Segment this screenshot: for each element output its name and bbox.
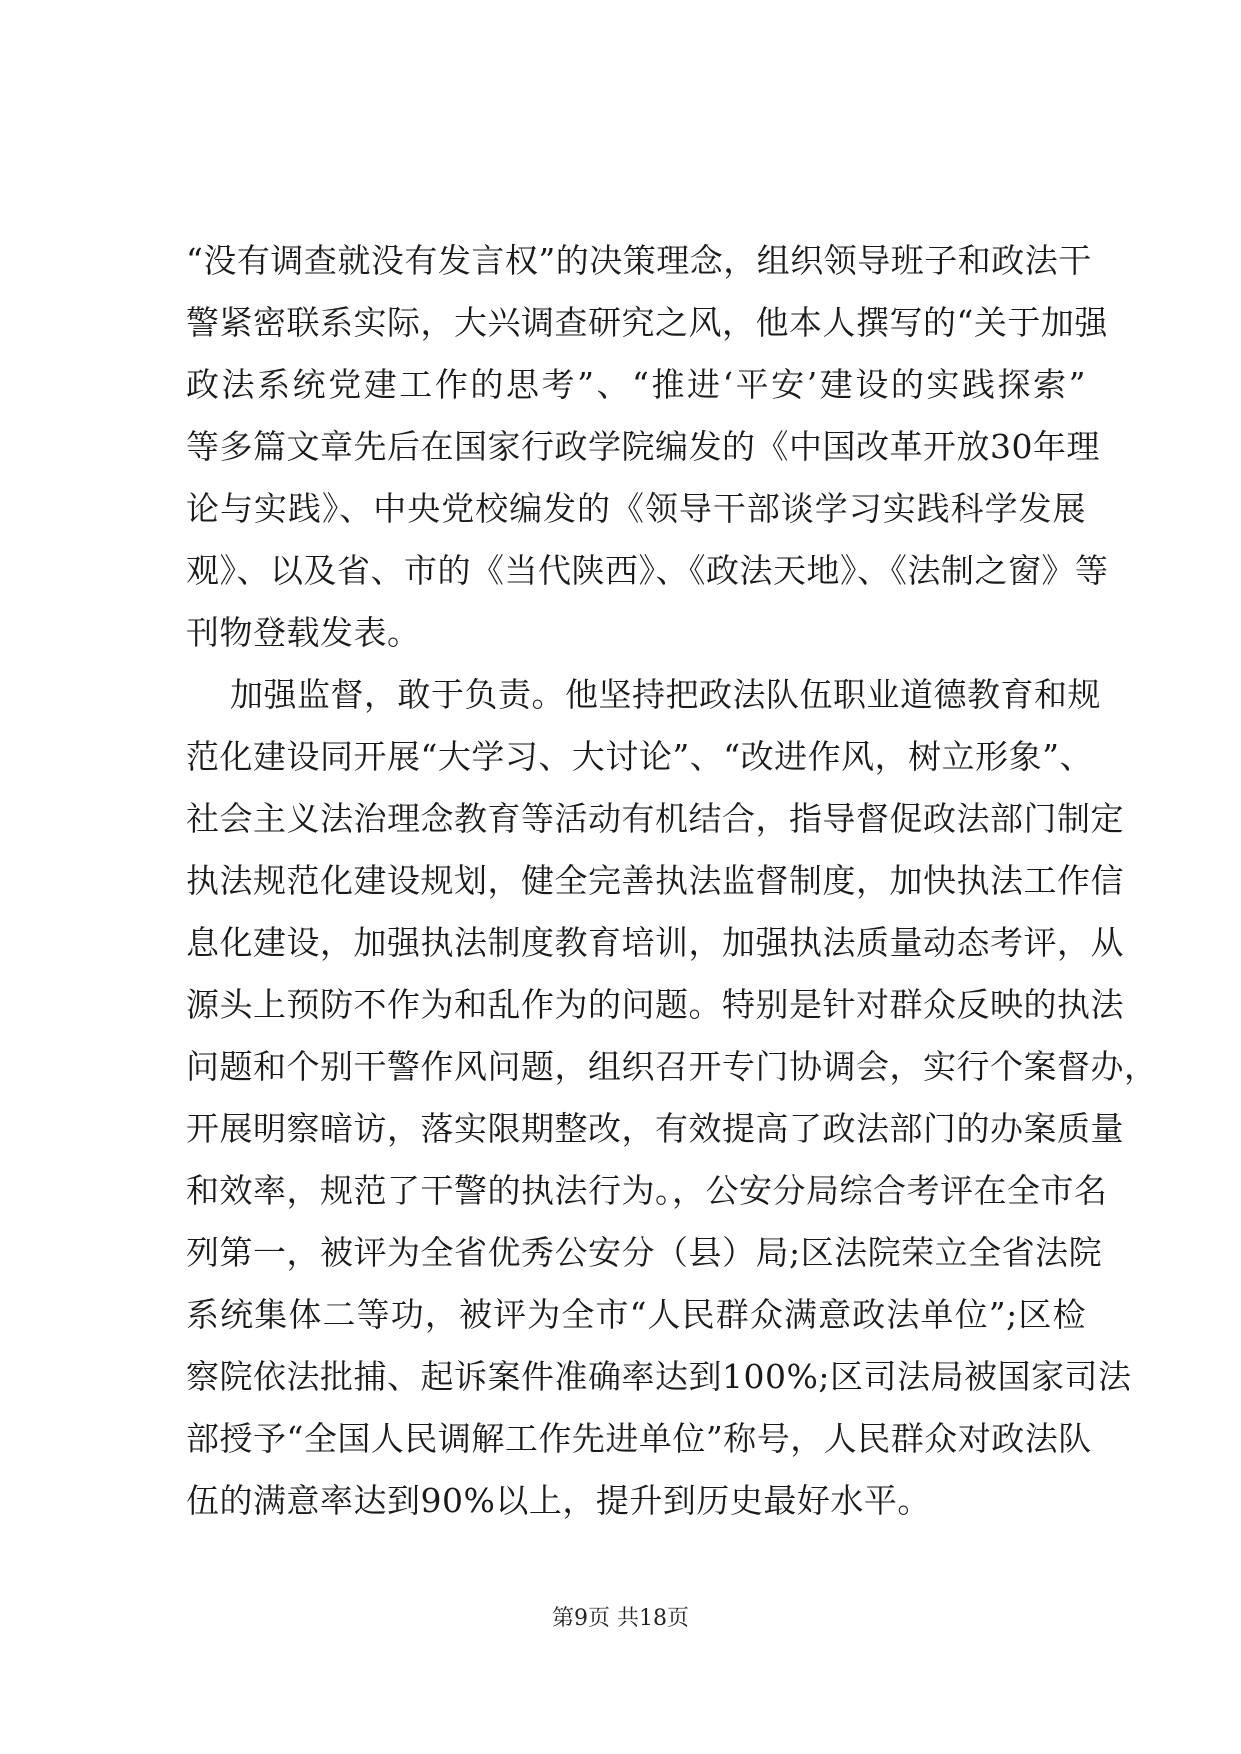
- text-line: 观》、以及省、市的《当代陕西》、《政法天地》、《法制之窗》等: [186, 551, 1109, 590]
- text-line: 警紧密联系实际，大兴调查研究之风，他本人撰写的“关于加强: [186, 303, 1108, 342]
- text-line: 和效率，规范了干警的执法行为。，公安分局综合考评在全市名: [186, 1171, 1108, 1210]
- paragraph-1: [186, 230, 1109, 664]
- page-footer: [0, 1604, 1241, 1634]
- text-line: 察院依法批捕、起诉案件准确率达到100%;区司法局被国家司法: [186, 1357, 1132, 1396]
- text-line: 列第一，被评为全省优秀公安分（县）局;区法院荣立全省法院: [186, 1233, 1103, 1272]
- paragraph-2: [186, 664, 1158, 1532]
- text-line: 部授予“全国人民调解工作先进单位”称号，人民群众对政法队: [186, 1419, 1092, 1458]
- text-line: 等多篇文章先后在国家行政学院编发的《中国改革开放30年理: [186, 427, 1100, 466]
- text-line: 社会主义法治理念教育等活动有机结合，指导督促政法部门制定: [186, 799, 1124, 838]
- text-line: 问题和个别干警作风问题，组织召开专门协调会，实行个案督办，: [186, 1047, 1158, 1086]
- text-line: 刊物登载发表。: [186, 613, 421, 652]
- text-line: 执法规范化建设规划，健全完善执法监督制度，加快执法工作信: [186, 861, 1124, 900]
- text-line: 系统集体二等功，被评为全市“人民群众满意政法单位”;区检: [186, 1295, 1086, 1334]
- page-number: 第9页 共18页: [552, 1606, 689, 1631]
- text-line: 源头上预防不作为和乱作为的问题。特别是针对群众反映的执法: [186, 985, 1124, 1024]
- text-line: 论与实践》、中央党校编发的《领导干部谈学习实践科学发展: [186, 489, 1086, 528]
- text-line: 伍的满意率达到90%以上，提升到历史最好水平。: [186, 1481, 931, 1520]
- text-line: 政法系统党建工作的思考”、“推进‘平安’建设的实践探索”: [186, 365, 1086, 404]
- text-line: 范化建设同开展“大学习、大讨论”、“改进作风，树立形象”、: [186, 737, 1093, 776]
- text-line: 息化建设，加强执法制度教育培训，加强执法质量动态考评，从: [186, 923, 1124, 962]
- document-body: [186, 230, 1158, 1532]
- text-line: 开展明察暗访，落实限期整改，有效提高了政法部门的办案质量: [186, 1109, 1124, 1148]
- text-line: 加强监督，敢于负责。他坚持把政法队伍职业道德教育和规: [230, 675, 1101, 714]
- text-line: “没有调查就没有发言权”的决策理念，组织领导班子和政法干: [186, 241, 1092, 280]
